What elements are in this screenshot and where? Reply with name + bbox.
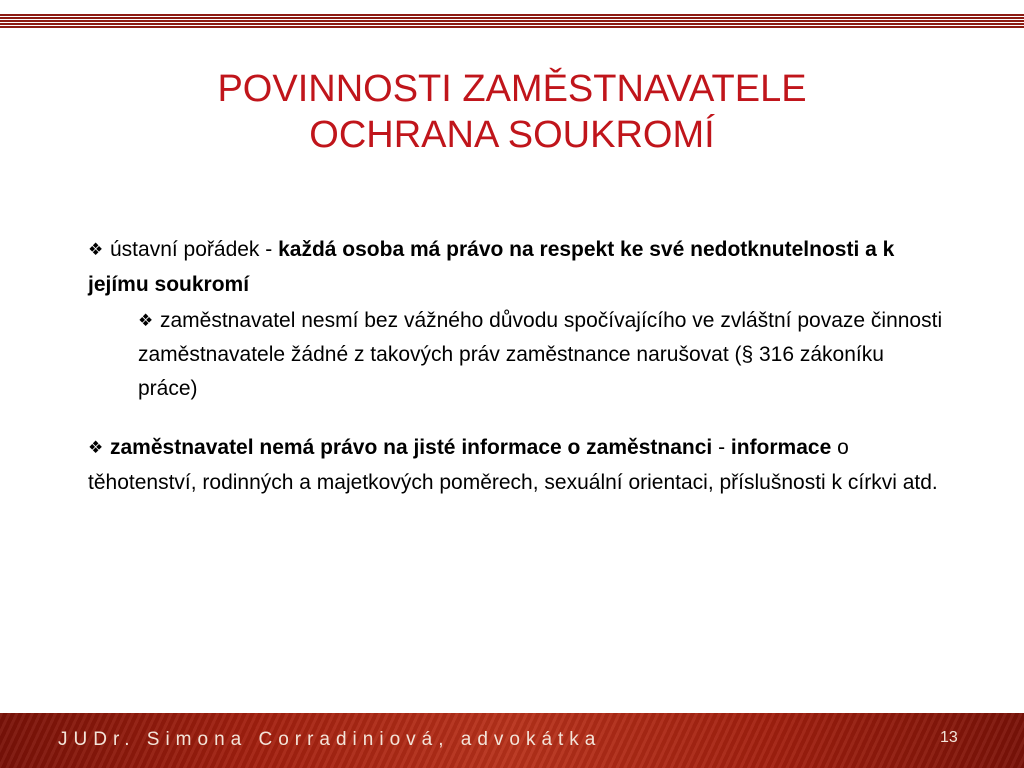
sub-bullet-item-1 xyxy=(138,304,948,406)
diamond-bullet-icon: ❖ xyxy=(88,438,104,457)
slide-content xyxy=(88,232,948,500)
item-2-separator: - xyxy=(712,436,731,459)
title-line-2: OCHRANA SOUKROMÍ xyxy=(309,114,715,156)
bullet-item-1 xyxy=(88,232,948,302)
diamond-bullet-icon: ❖ xyxy=(88,240,104,259)
item-2-bold-1: zaměstnavatel nemá právo na jisté informace o zaměstnanci xyxy=(110,436,713,459)
title-line-1: POVINNOSTI ZAMĚSTNAVATELE xyxy=(217,68,807,110)
footer-author: JUDr. Simona Corradiniová, advokátka xyxy=(58,729,602,750)
bullet-item-2 xyxy=(88,430,948,500)
item-2-rest: o těhotenství, rodinných a majetkových poměrech, sexuální orientaci, příslušnosti k církvi atd. xyxy=(88,436,938,494)
top-decorative-bar xyxy=(0,14,1024,28)
slide-title xyxy=(0,66,1024,158)
sub-item-1-text: zaměstnavatel nesmí bez vážného důvodu spočívajícího ve zvláštní povaze činnosti zaměstnavatele žádné z takových práv zaměstnance narušovat (§ 316 zákoníku práce) xyxy=(138,309,943,400)
footer-bar xyxy=(0,713,1024,768)
page-number: 13 xyxy=(940,729,958,746)
item-2-bold-2: informace xyxy=(730,436,832,459)
diamond-bullet-icon: ❖ xyxy=(138,311,154,330)
item-1-lead: ústavní pořádek - xyxy=(110,238,279,261)
item-1-bold: každá osoba má právo na respekt ke své nedotknutelnosti a k jejímu soukromí xyxy=(88,238,895,296)
